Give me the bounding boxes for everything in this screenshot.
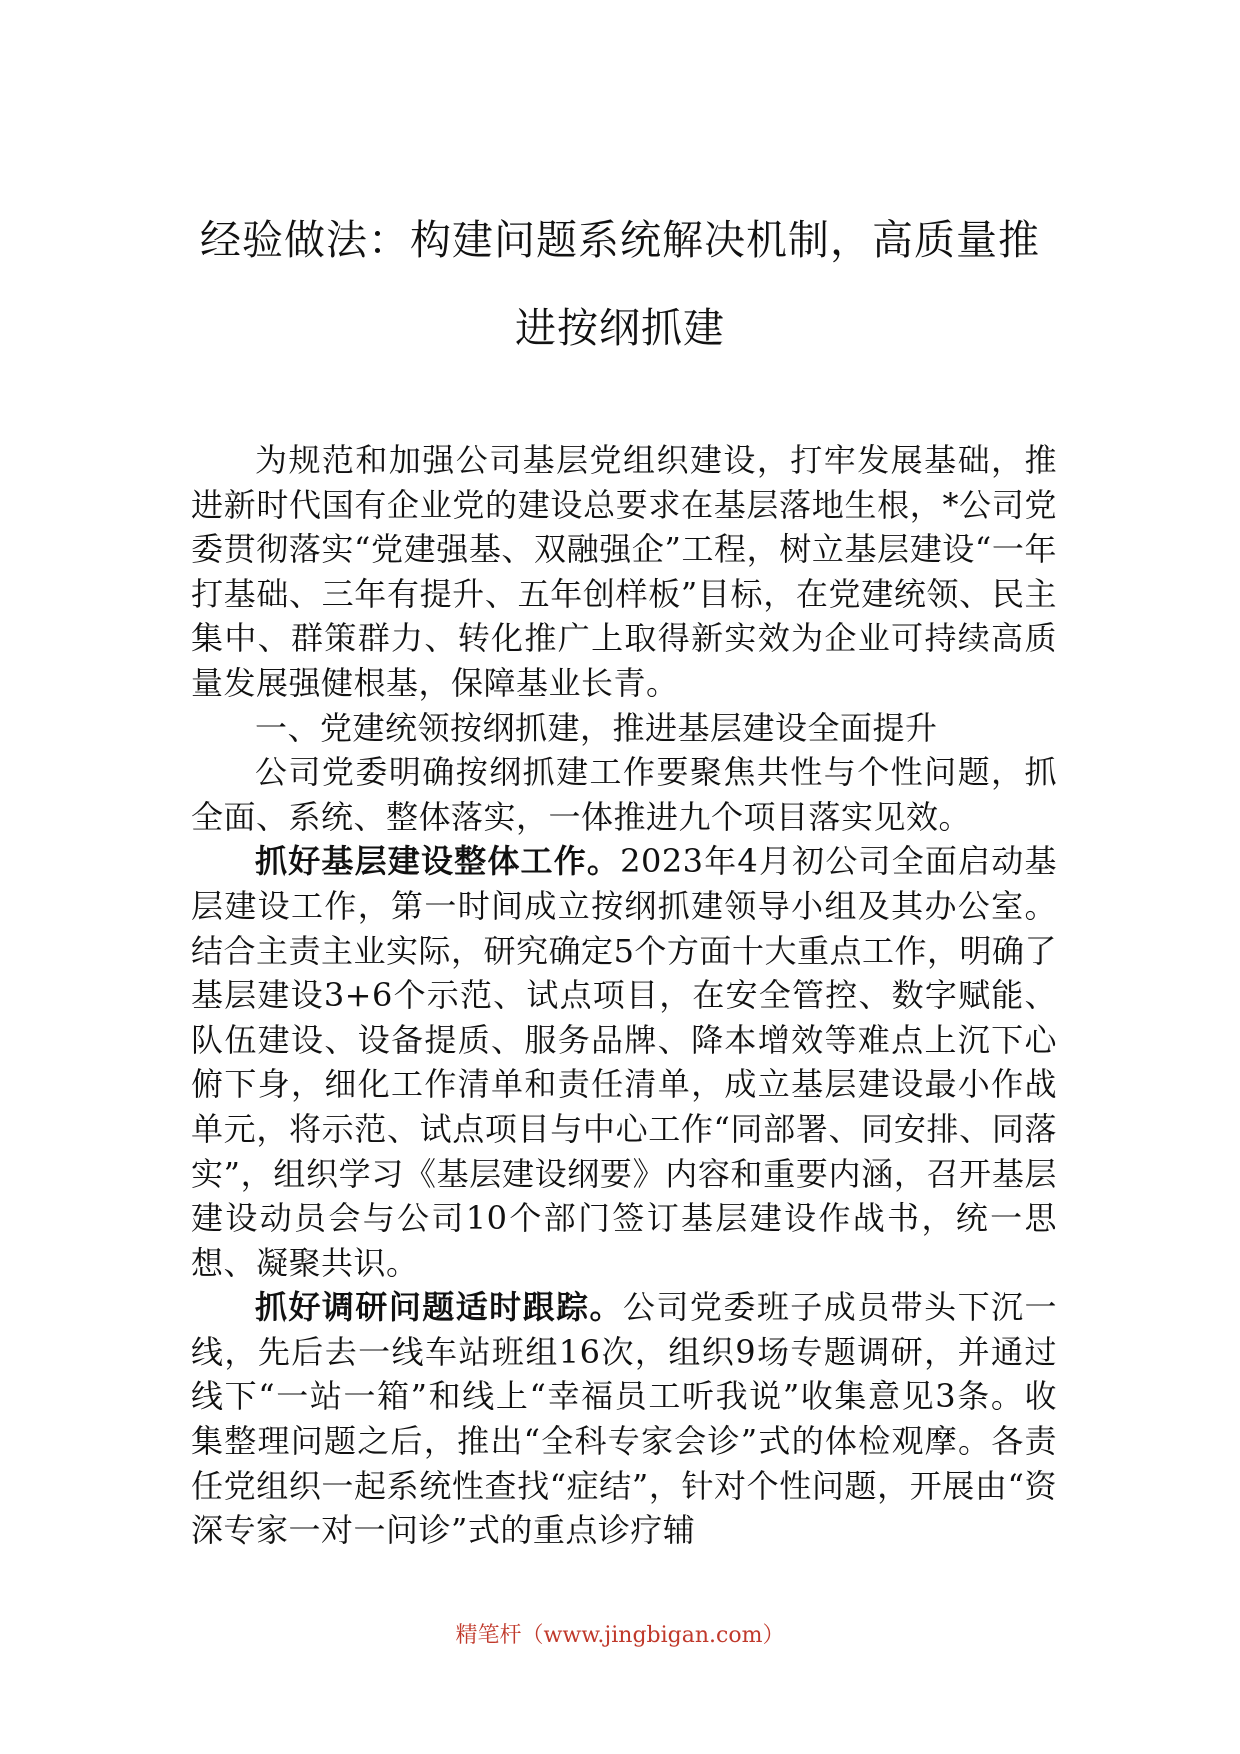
item-text-2: 公司党委班子成员带头下沉一线，先后去一线车站班组16次，组织9场专题调研，并通过线下“一站一箱”和线上“幸福员工听我说”收集意见3条。收集整理问题之后，推出“全科专家会诊”式的体检观摩。各责任党组织一起系统性查找“症结”，针对个性问题，开展由“资深专家一对一问诊”式的重点诊疗辅 bbox=[191, 1288, 1057, 1550]
document-title: 经验做法：构建问题系统解决机制，高质量推进按纲抓建 bbox=[200, 216, 1040, 352]
document-body bbox=[191, 438, 1057, 1553]
item-lead-1: 抓好基层建设整体工作。 bbox=[255, 842, 621, 881]
footer-watermark: 精笔杆（www.jingbigan.com） bbox=[455, 1623, 785, 1648]
item-paragraph-2 bbox=[191, 1285, 1057, 1553]
section-intro-paragraph: 公司党委明确按纲抓建工作要聚焦共性与个性问题，抓全面、系统、整体落实，一体推进九个项目落实见效。 bbox=[191, 753, 1057, 836]
item-lead-2: 抓好调研问题适时跟踪。 bbox=[255, 1288, 624, 1327]
intro-paragraph: 为规范和加强公司基层党组织建设，打牢发展基础，推进新时代国有企业党的建设总要求在基层落地生根，*公司党委贯彻落实“党建强基、双融强企”工程，树立基层建设“一年打基础、三年有提升、五年创样板”目标，在党建统领、民主集中、群策群力、转化推广上取得新实效为企业可持续高质量发展强健根基，保障基业长青。 bbox=[191, 441, 1057, 702]
item-text-1: 2023年4月初公司全面启动基层建设工作，第一时间成立按纲抓建领导小组及其办公室。结合主责主业实际，研究确定5个方面十大重点工作，明确了基层建设3+6个示范、试点项目，在安全管控、数字赋能、队伍建设、设备提质、服务品牌、降本增效等难点上沉下心俯下身，细化工作清单和责任清单，成立基层建设最小作战单元，将示范、试点项目与中心工作“同部署、同安排、同落实”，组织学习《基层建设纲要》内容和重要内涵，召开基层建设动员会与公司10个部门签订基层建设作战书，统一思想、凝聚共识。 bbox=[191, 842, 1057, 1282]
item-paragraph-1 bbox=[191, 839, 1057, 1285]
section-heading: 一、党建统领按纲抓建，推进基层建设全面提升 bbox=[255, 708, 938, 747]
